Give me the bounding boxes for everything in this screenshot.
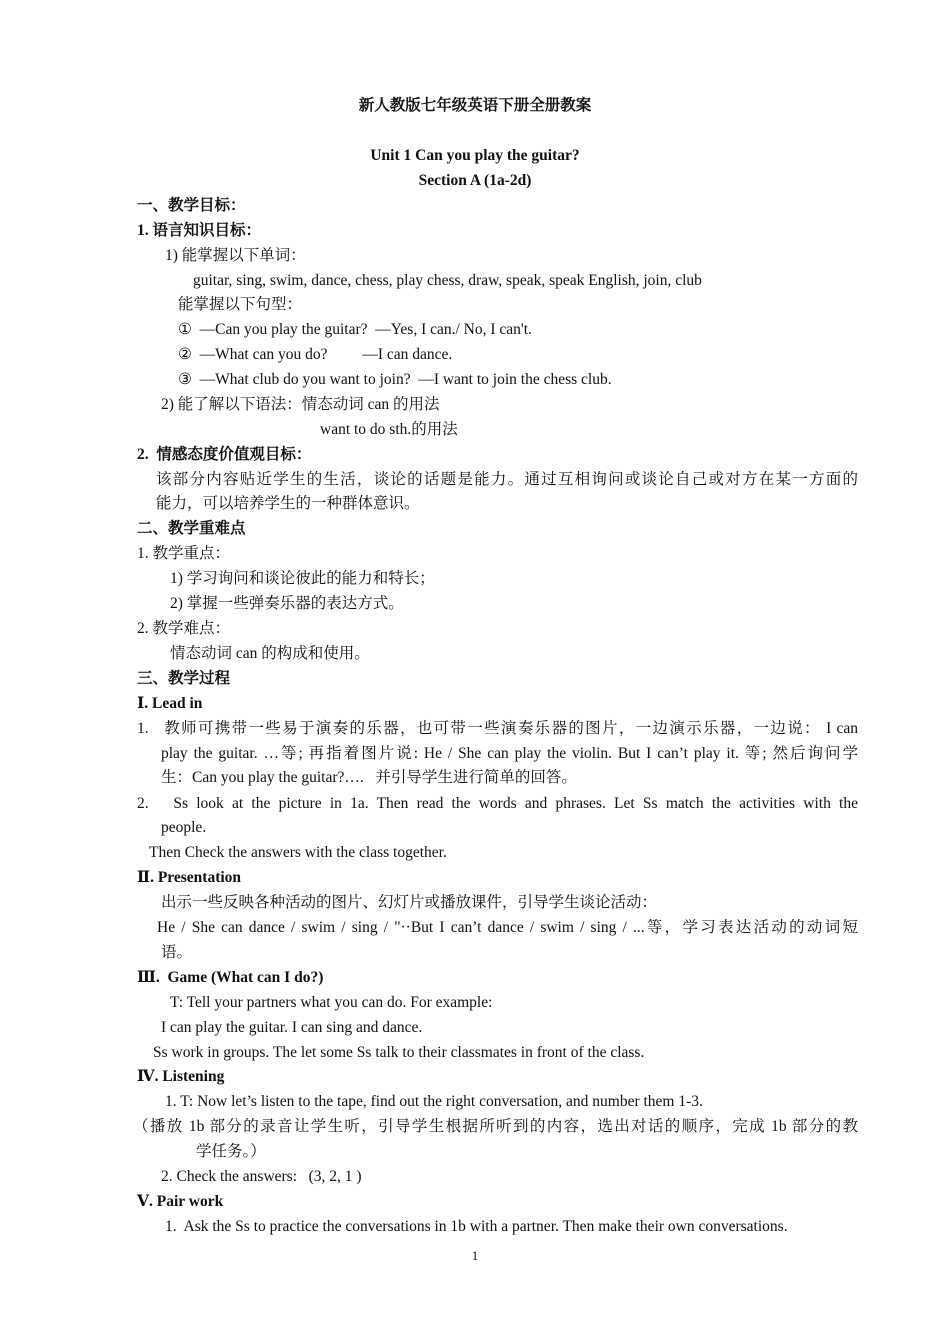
emotion-heading: 2. 情感态度价值观目标：	[137, 446, 312, 463]
step1-heading: Ⅰ. Lead in	[137, 695, 203, 712]
section-title: Section A (1a-2d)	[418, 172, 532, 189]
focus-item-2: 2) 掌握一些弹奏乐器的表达方式。	[170, 595, 404, 612]
step4-line-2: （播放 1b 部分的录音让学生听，引导学生根据所听到的内容，选出对话的顺序，完成 1b 部分的教	[133, 1118, 858, 1135]
unit-title: Unit 1 Can you play the guitar?	[370, 147, 580, 164]
step3-line-1: T: Tell your partners what you can do. For example:	[170, 994, 493, 1011]
difficulty-label: 2. 教学难点：	[137, 620, 231, 637]
step1-item1-line-1: 1. 教师可携带一些易于演奏的乐器，也可带一些演奏乐器的图片，一边演示乐器，一边说： I can	[137, 720, 858, 737]
step3-line-2: I can play the guitar. I can sing and dance.	[161, 1019, 423, 1036]
step4-line-3: 学任务。）	[196, 1143, 266, 1160]
step4-heading: Ⅳ. Listening	[137, 1068, 225, 1085]
step2-heading: Ⅱ. Presentation	[137, 869, 242, 886]
goals-heading: 一、教学目标：	[137, 197, 246, 214]
emotion-text-line-2: 能力，可以培养学生的一种群体意识。	[156, 495, 420, 512]
sentences-intro: 能掌握以下句型：	[178, 296, 303, 313]
words-intro: 1) 能掌握以下单词：	[165, 247, 306, 264]
sentence-3: ③ —What club do you want to join? —I want to join the chess club.	[178, 371, 612, 388]
page-number: 1	[471, 1248, 479, 1263]
words-list: guitar, sing, swim, dance, chess, play chess, draw, speak, speak English, join, club	[193, 272, 702, 289]
step5-line-1: 1. Ask the Ss to practice the conversations in 1b with a partner. Then make their own conversations.	[165, 1218, 788, 1235]
sentence-1: ① —Can you play the guitar? —Yes, I can./ No, I can't.	[178, 321, 532, 338]
focus-label: 1. 教学重点：	[137, 545, 231, 562]
document-title: 新人教版七年级英语下册全册教案	[358, 97, 592, 114]
step2-line-2: He / She can dance / swim / sing / "··But I can’t dance / swim / sing / ...等，学习表达活动的动词短	[157, 919, 858, 936]
step4-line-1: 1. T: Now let’s listen to the tape, find out the right conversation, and number them 1-3.	[165, 1093, 703, 1110]
emotion-text-line-1: 该部分内容贴近学生的生活，谈论的话题是能力。通过互相询问或谈论自己或对方在某一方面的	[156, 471, 858, 488]
step1-item2-line-3: Then Check the answers with the class together.	[149, 844, 447, 861]
lang-goals-heading: 1. 语言知识目标：	[137, 222, 262, 239]
key-heading: 二、教学重难点	[137, 520, 246, 537]
step3-heading: Ⅲ. Game (What can I do?)	[137, 969, 324, 986]
grammar-1: 2) 能了解以下语法：情态动词 can 的用法	[161, 396, 440, 413]
step2-line-3: 语。	[161, 944, 193, 961]
step1-item2-line-1: 2. Ss look at the picture in 1a. Then read the words and phrases. Let Ss match the activities with the	[137, 795, 858, 812]
step1-item1-line-3: 生：Can you play the guitar?…. 并引导学生进行简单的回答。	[161, 769, 577, 786]
sentence-2: ② —What can you do? —I can dance.	[178, 346, 453, 363]
step4-line-4: 2. Check the answers: (3, 2, 1 )	[161, 1168, 362, 1185]
step5-heading: Ⅴ. Pair work	[137, 1193, 224, 1210]
step2-line-1: 出示一些反映各种活动的图片、幻灯片或播放课件，引导学生谈论活动：	[161, 894, 658, 911]
step1-item2-line-2: people.	[161, 819, 207, 836]
difficulty-item-1: 情态动词 can 的构成和使用。	[170, 645, 370, 662]
grammar-2: want to do sth.的用法	[320, 421, 458, 438]
step1-item1-line-2: play the guitar. …等; 再指着图片说: He / She can play the violin. But I can’t play it. 等; 然后询问学	[161, 745, 858, 762]
process-heading: 三、教学过程	[137, 670, 231, 687]
focus-item-1: 1) 学习询问和谈论彼此的能力和特长；	[170, 570, 435, 587]
step3-line-3: Ss work in groups. The let some Ss talk to their classmates in front of the class.	[153, 1044, 645, 1061]
